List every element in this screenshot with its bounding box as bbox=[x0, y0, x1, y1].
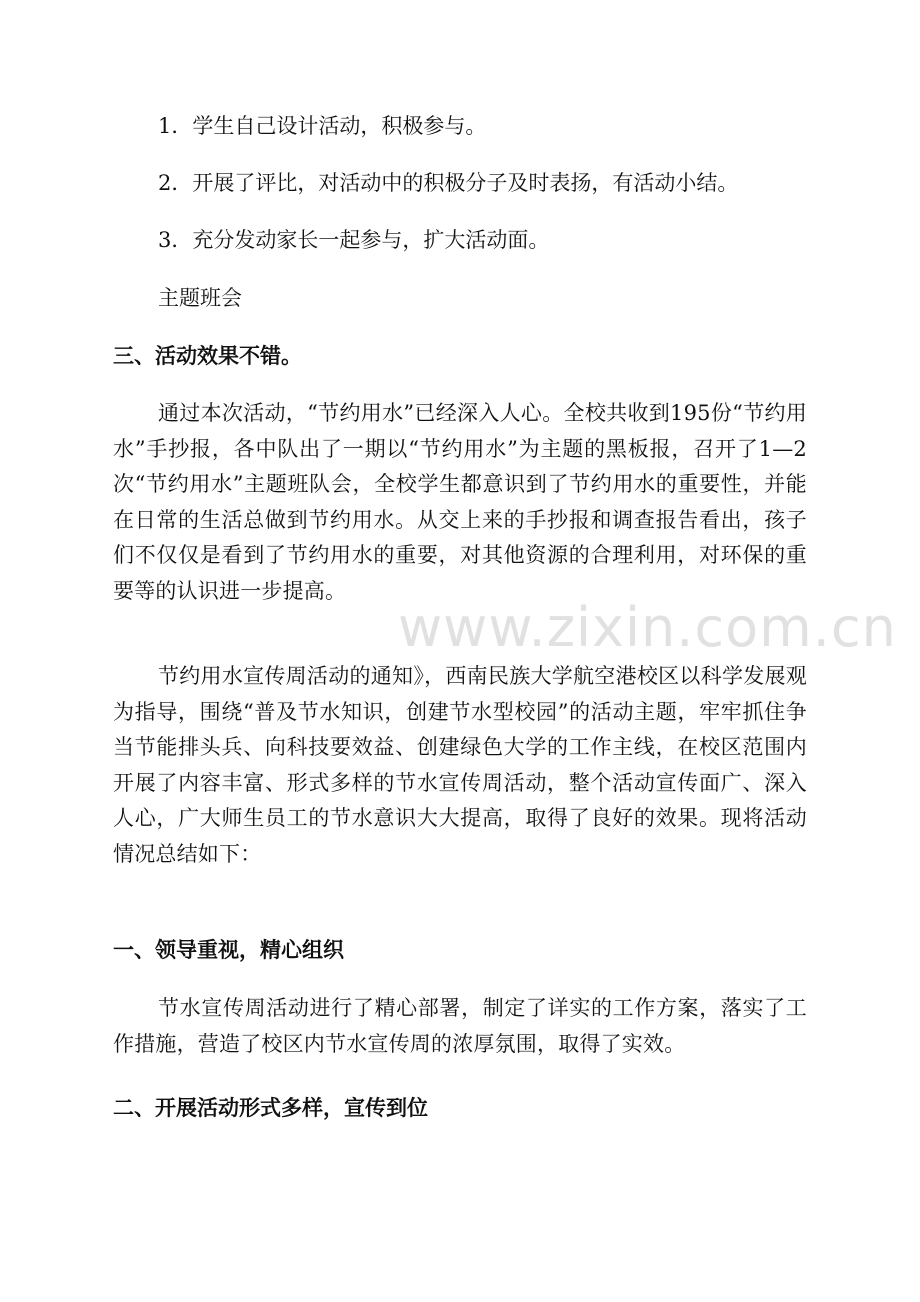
list-item-2: 2．开展了评比，对活动中的积极分子及时表扬，有活动小结。 bbox=[158, 171, 739, 195]
site-watermark: www.zixin.com.cn bbox=[398, 596, 897, 659]
list-item-3: 3．充分发动家长一起参与，扩大活动面。 bbox=[158, 228, 550, 252]
section-label: 主题班会 bbox=[158, 286, 242, 310]
heading-section-two: 二、开展活动形式多样，宣传到位 bbox=[113, 1095, 428, 1120]
paragraph-water-week-notice: 节约用水宣传周活动的通知》，西南民族大学航空港校区以科学发展观为指导，围绕“普及节水知识，创建节水型校园”的活动主题，牢牢抓住争当节能排头兵、向科技要效益、创建绿色大学的工作主线，在校区范围内开展了内容丰富、形式多样的节水宣传周活动，整个活动宣传面广、深入人心，广大师生员工的节水意识大大提高，取得了良好的效果。现将活动情况总结如下： bbox=[113, 664, 807, 866]
heading-section-one: 一、领导重视，精心组织 bbox=[113, 937, 344, 962]
heading-section-three: 三、活动效果不错。 bbox=[113, 343, 302, 368]
paragraph-leadership: 节水宣传周活动进行了精心部署，制定了详实的工作方案，落实了工作措施，营造了校区内节水宣传周的浓厚氛围，取得了实效。 bbox=[113, 996, 807, 1056]
paragraph-activity-effect: 通过本次活动，“节约用水”已经深入人心。全校共收到195份“节约用水”手抄报，各中队出了一期以“节约用水”为主题的黑板报，召开了1—2次“节约用水”主题班队会，全校学生都意识到了节约用水的重要性，并能在日常的生活总做到节约用水。从交上来的手抄报和调查报告看出，孩子们不仅仅是看到了节约用水的重要，对其他资源的合理利用，对环保的重要等的认识进一步提高。 bbox=[113, 401, 807, 603]
list-item-1: 1．学生自己设计活动，积极参与。 bbox=[158, 114, 487, 138]
